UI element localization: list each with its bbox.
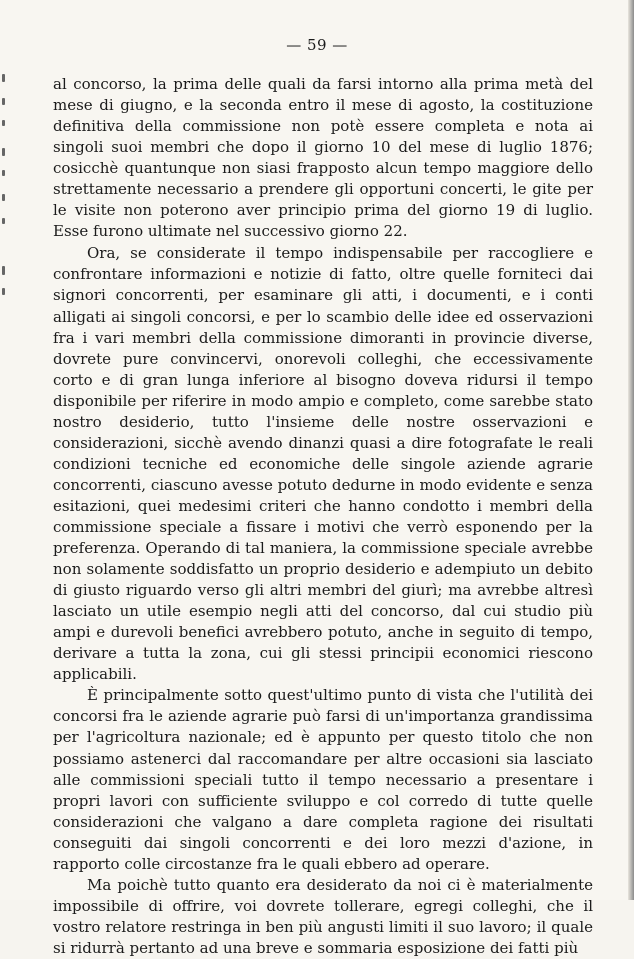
edge-mark [2, 218, 5, 224]
paragraph-4: Ma poichè tutto quanto era desiderato da noi ci è materialmente impossibile di offrire, voi dovrete tollerare, egregi colleghi, che il vostro relatore restringa in ben più angusti limiti il suo lavoro; il quale si ridurrà pertanto ad una breve e sommaria esposizione dei fatti più [53, 875, 593, 957]
edge-mark [2, 194, 5, 201]
page-edge-marks [0, 70, 10, 830]
paragraph-2: Ora, se considerate il tempo indispensabile per raccogliere e confrontare informazioni e notizie di fatto, oltre quelle forniteci dai signori concorrenti, per esaminare gli atti, i documenti, e i conti alligati ai singoli concorsi, e per lo scambio delle idee ed osservazioni fra i vari membri della commissione dimoranti in provincie diverse, dovrete pure convincervi, onorevoli colleghi, che eccessivamente corto e di gran lunga inferiore al bisogno doveva ridursi il tempo disponibile per riferire in modo ampio e completo, come sarebbe stato nostro desiderio, tutto l'insieme delle nostre osservazioni e considerazioni, sicchè avendo dinanzi quasi a dire fotografate le reali condizioni tecniche ed economiche delle singole aziende agrarie concorrenti, ciascuno avesse potuto dedurne in modo evidente e senza esitazioni, quei medesimi criteri che hanno condotto i membri della commissione speciale a fissare i motivi che verrò esponendo per la preferenza. Operando di tal maniera, la commissione speciale avrebbe non solamente soddisfatto un proprio desiderio e adempiuto un debito di giusto riguardo verso gli altri membri del giurì; ma avrebbe altresì lasciato un utile esempio negli atti del concorso, dal cui studio più ampi e durevoli benefici avrebbero potuto, anche in seguito di tempo, derivare a tutta la zona, cui gli stessi principii economici riescono applicabili. [53, 244, 593, 684]
page-edge-shadow [628, 0, 634, 900]
edge-mark [2, 148, 5, 156]
page-number: — 59 — [286, 36, 348, 54]
paragraph-1: al concorso, la prima delle quali da farsi intorno alla prima metà del mese di giugno, e la seconda entro il mese di agosto, la costituzione definitiva della commissione non potè essere completa e nota ai singoli suoi membri che dopo il giorno 10 del mese di luglio 1876; cosicchè quantunque non siasi frapposto alcun tempo maggiore dello strettamente necessario a prendere gli opportuni concerti, le gite per le visite non poterono aver principio prima del giorno 19 di luglio. Esse furono ultimate nel successivo giorno 22. [53, 75, 593, 241]
edge-mark [2, 288, 5, 295]
edge-mark [2, 120, 5, 126]
edge-mark [2, 170, 5, 176]
edge-mark [2, 74, 5, 82]
edge-mark [2, 98, 5, 105]
edge-mark [2, 266, 5, 275]
paragraph-3: È principalmente sotto quest'ultimo punto di vista che l'utilità dei concorsi fra le aziende agrarie può farsi di un'importanza grandissima per l'agricoltura nazionale; ed è appunto per questo titolo che non possiamo astenerci dal raccomandare per altre occasioni sia lasciato alle commissioni speciali tutto il tempo necessario a presentare i propri lavori con sufficiente sviluppo e col corredo di tutte quelle considerazioni che valgano a dare completa ragione dei risultati conseguiti dai singoli concorrenti e dei loro mezzi d'azione, in rapporto colle circostanze fra le quali ebbero ad operare. [53, 686, 593, 873]
body-text [53, 74, 593, 959]
